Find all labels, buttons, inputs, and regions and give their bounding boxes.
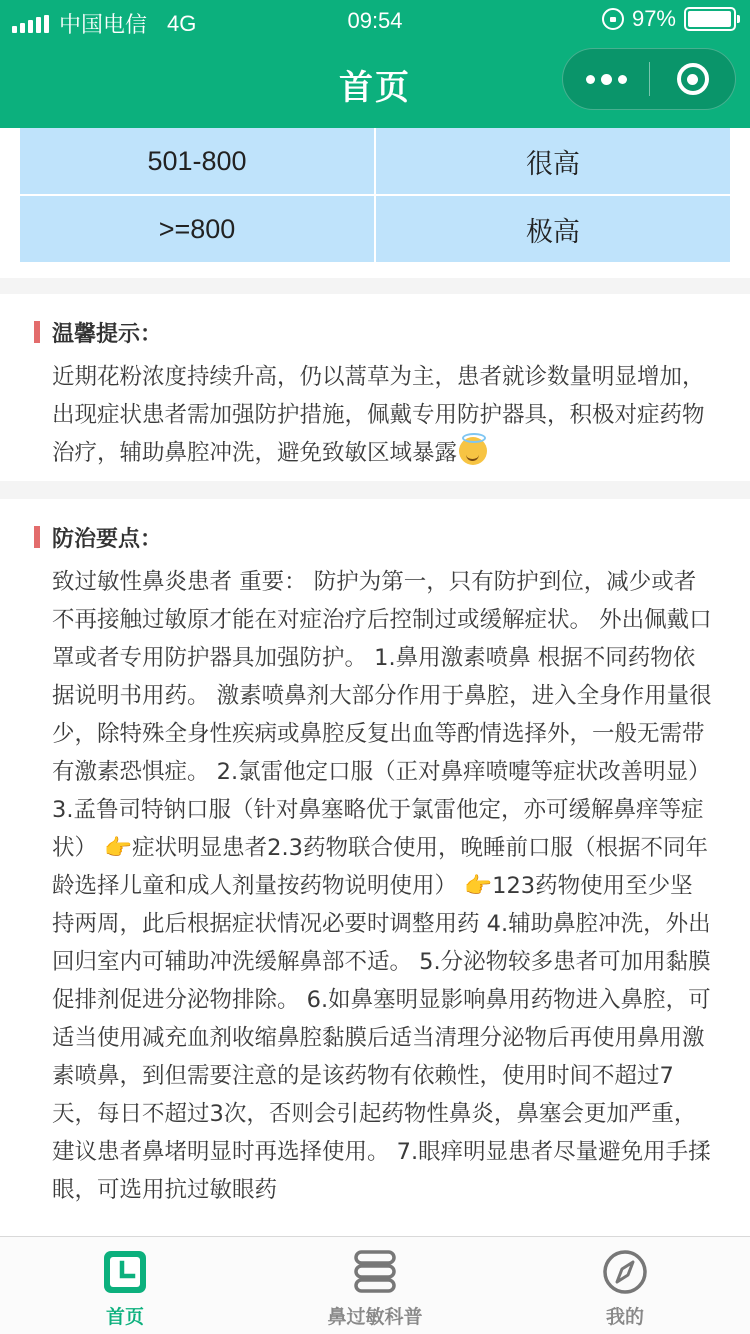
network-type: 4G	[167, 10, 197, 36]
main-content	[0, 128, 750, 1248]
points-heading	[34, 521, 712, 553]
tab-label: 我的	[605, 1306, 644, 1328]
books-stack-icon	[350, 1247, 400, 1297]
target-circle-icon	[677, 63, 709, 95]
points-text-part-2: 症状明显患者2.3药物联合使用，晚睡前口服（根据不同年龄选择儿童和成人剂量按药物说明使用）	[52, 835, 708, 899]
points-text-block	[52, 563, 712, 1209]
pointing-hand-icon: 👉	[464, 873, 493, 899]
tab-bar	[0, 1236, 750, 1334]
tips-heading	[34, 316, 712, 348]
tips-title: 温馨提示：	[52, 321, 163, 347]
prevention-card	[0, 499, 750, 1248]
pollen-level-table	[0, 128, 750, 278]
tab-allergy-science[interactable]	[250, 1237, 500, 1334]
tab-label: 鼻过敏科普	[327, 1306, 423, 1328]
status-bar	[0, 0, 750, 40]
tips-text: 近期花粉浓度持续升高，仍以蒿草为主，患者就诊数量明显增加，出现症状患者需加强防护措施，佩戴专用防护器具，积极对症药物治疗，辅助鼻腔冲洗，避免致敏区域暴露	[52, 364, 705, 466]
tab-label: 首页	[105, 1306, 144, 1328]
close-program-button[interactable]	[650, 49, 735, 109]
status-time: 09:54	[347, 8, 403, 33]
tab-home[interactable]	[0, 1237, 250, 1334]
smiling-face-with-halo-icon	[459, 437, 487, 465]
mini-program-capsule	[562, 48, 736, 110]
nav-bar	[0, 40, 750, 128]
page-title: 首页	[339, 68, 411, 108]
table-row	[20, 128, 730, 194]
more-dots-icon[interactable]	[563, 49, 649, 109]
pointing-hand-icon: 👉	[104, 835, 133, 861]
battery-fill	[688, 11, 731, 27]
tab-mine[interactable]	[500, 1237, 750, 1334]
tips-card	[0, 294, 750, 481]
carrier-name: 中国电信	[59, 12, 148, 37]
points-text-part-3: 123药物使用至少坚持两周，此后根据症状情况必要时调整用药 4.辅助鼻腔冲洗，外出回归室内可辅助冲洗缓解鼻部不适。 5.分泌物较多患者可加用黏膜促排剂促进分泌物排除。 6.如鼻塞明显影响鼻用药物进入鼻腔，可适当使用减充血剂收缩鼻腔黏膜后适当清理分泌物后再使用鼻用激素喷鼻，到但需要注意的是该药物有依赖性，使用时间不超过7天，每日不超过3次，否则会引起药物性鼻炎，鼻塞会更加严重，建议患者鼻堵明显时再选择使用。 7.眼痒明显患者尽量避免用手揉眼，可选用抗过敏眼药	[52, 873, 711, 1203]
battery-icon	[684, 7, 736, 31]
compass-icon	[600, 1247, 650, 1297]
points-title: 防治要点：	[52, 526, 163, 552]
rotation-lock-icon	[602, 8, 624, 30]
range-cell: >=800	[20, 196, 374, 262]
points-text-part-1: 致过敏性鼻炎患者 重要： 防护为第一，只有防护到位，减少或者不再接触过敏原才能在对症治疗后控制过或缓解症状。 外出佩戴口罩或者专用防护器具加强防护。 1.鼻用激素喷鼻 根据不同药物依据说明书用药。 激素喷鼻剂大部分作用于鼻腔，进入全身作用量很少，除特殊全身性疾病或鼻腔反复出血等酌情选择外，一般无需带有激素恐惧症。 2.氯雷他定口服（正对鼻痒喷嚏等症状改善明显） 3.孟鲁司特钠口服（针对鼻塞略优于氯雷他定，亦可缓解鼻痒等症状）	[52, 569, 712, 861]
battery-percent: 97%	[631, 6, 676, 31]
level-cell: 极高	[376, 196, 730, 262]
tips-text-block	[52, 358, 712, 472]
table-row	[20, 196, 730, 262]
section-marker	[34, 321, 40, 343]
level-cell: 很高	[376, 128, 730, 194]
range-cell: 501-800	[20, 128, 374, 194]
section-marker	[34, 526, 40, 548]
clock-square-icon	[100, 1247, 150, 1297]
